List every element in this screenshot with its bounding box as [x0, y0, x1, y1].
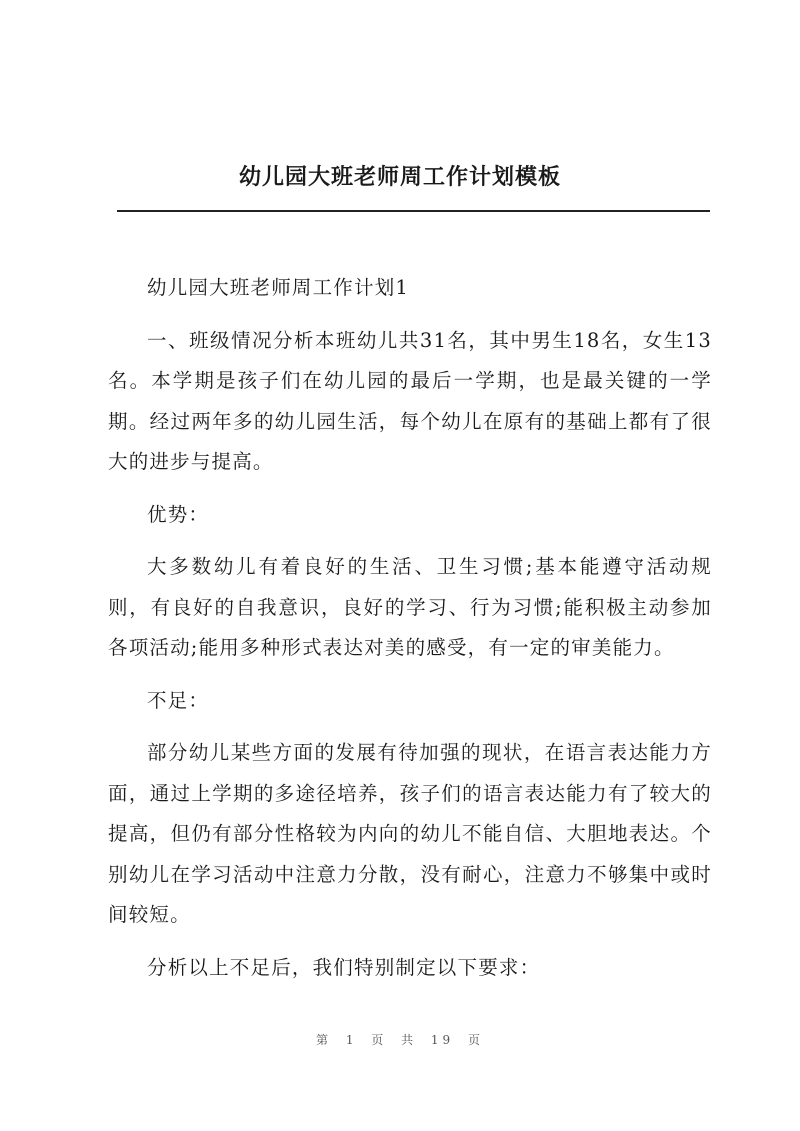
paragraph-requirements-intro: 分析以上不足后，我们特别制定以下要求：: [147, 955, 541, 979]
paragraph-strengths: 大多数幼儿有着良好的生活、卫生习惯;基本能遵守活动规则，有良好的自我意识，良好的学习、行为习惯;能积极主动参加各项活动;能用多种形式表达对美的感受，有一定的审美能力。: [108, 555, 712, 659]
title-divider: [117, 210, 710, 212]
section-heading: 幼儿园大班老师周工作计划1: [147, 276, 410, 299]
document-title: 幼儿园大班老师周工作计划模板: [238, 164, 561, 190]
paragraph-weaknesses: 部分幼儿某些方面的发展有待加强的现状，在语言表达能力方面，通过上学期的多途径培养，孩子们的语言表达能力有了较大的提高，但仍有部分性格较为内向的幼儿不能自信、大胆地表达。个别幼儿在学习活动中注意力分散，没有耐心，注意力不够集中或时间较短。: [108, 741, 712, 926]
paragraph-strengths-label: 优势：: [147, 502, 210, 526]
document-body: [108, 268, 712, 988]
paragraph-weaknesses-label: 不足：: [147, 688, 210, 712]
paragraph-class-analysis: 一、班级情况分析本班幼儿共31名，其中男生18名，女生13名。本学期是孩子们在幼儿园的最后一学期，也是最关键的一学期。经过两年多的幼儿园生活，每个幼儿在原有的基础上都有了很大的进步与提高。: [108, 328, 712, 473]
page-number-footer: 第 1 页 共 19 页: [316, 1033, 484, 1047]
